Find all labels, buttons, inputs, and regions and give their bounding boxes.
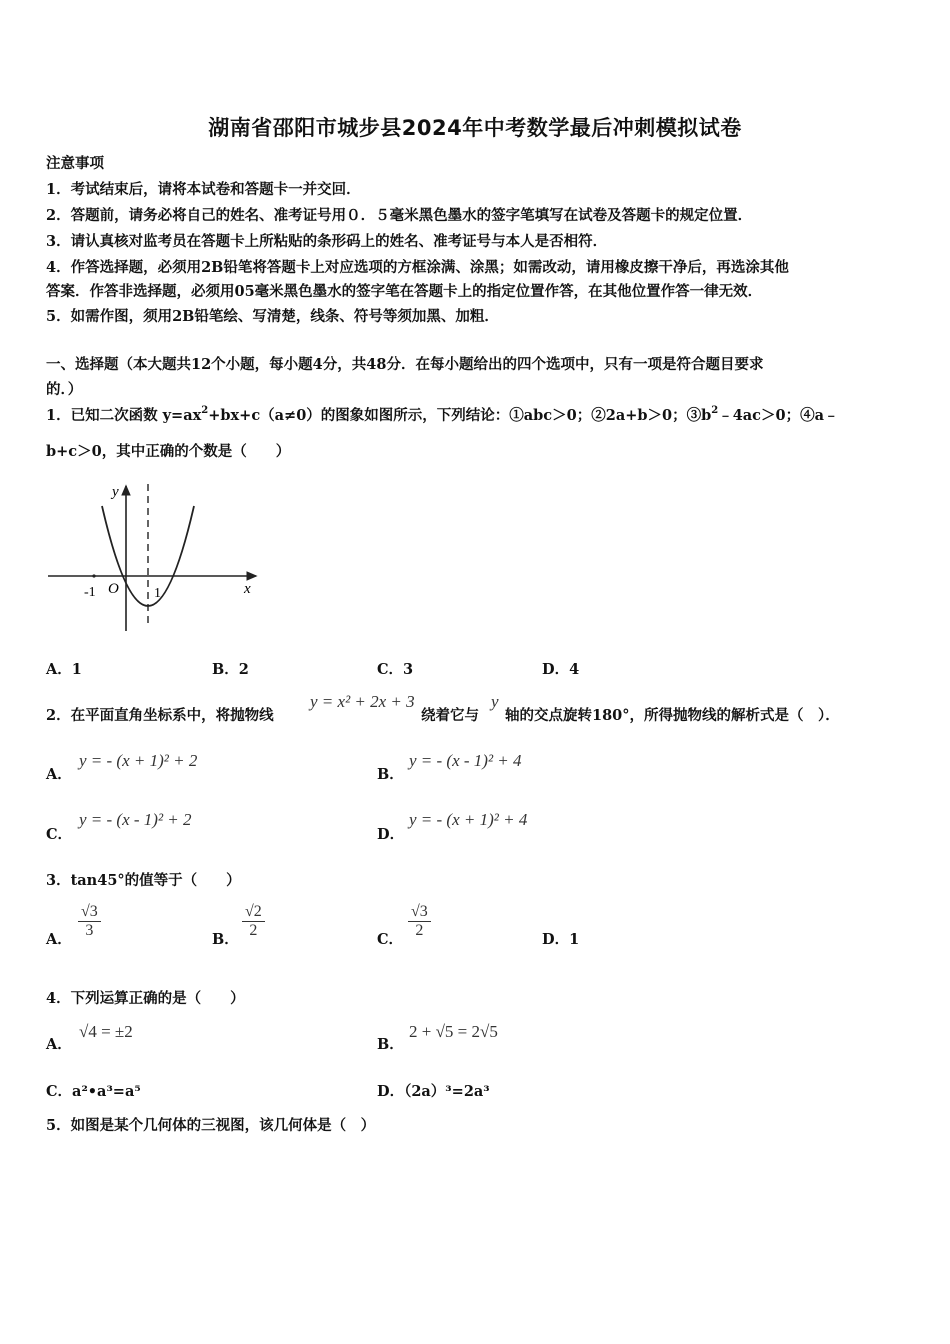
question-2-stem-prefix: 2．在平面直角坐标系中，将抛物线 (46, 707, 274, 724)
q2-option-b-expr: y = - (x - 1)² + 4 (409, 751, 522, 770)
parabola-graph (44, 476, 266, 636)
question-4-stem: 4．下列运算正确的是（ ） (46, 990, 245, 1007)
q2-option-c-label: C． (46, 826, 73, 843)
q1-option-d: D．4 (542, 661, 580, 678)
y-label: y (112, 484, 119, 500)
q4-option-a-expr: √4 = ±2 (79, 1022, 133, 1041)
q2-option-a-label: A． (46, 766, 72, 783)
origin-label: O (108, 581, 119, 597)
tick-neg-one: -1 (84, 585, 96, 600)
q2-parabola-expr: y = x² + 2x + 3 (310, 692, 415, 711)
q2-option-c-expr: y = - (x - 1)² + 2 (79, 810, 192, 829)
question-2-stem-suffix: 轴的交点旋转180°，所得抛物线的解析式是（ ）． (505, 707, 840, 724)
q3-option-c-label: C． (377, 931, 404, 948)
q3-option-a-label: A． (46, 931, 72, 948)
q4-option-b-expr: 2 + √5 = 2√5 (409, 1022, 498, 1041)
notice-item: 2．答题前，请务必将自己的姓名、准考证号用０．５毫米黑色墨水的签字笔填写在试卷及答题卡的规定位置． (46, 207, 753, 224)
q4-option-a-label: A． (46, 1036, 72, 1053)
q1-option-b: B．2 (212, 661, 249, 678)
q2-y-symbol: y (491, 692, 499, 711)
question-1-stem: 1．已知二次函数 $y=ax^2+bx+c(a\ne 0)$的图象如图所示，下列结论：①abc＞0；②2a+b＞0；$③b^2﹣4ac>0$；④a﹣ (46, 405, 839, 424)
notice-item: 1．考试结束后，请将本试卷和答题卡一并交回． (46, 181, 361, 198)
point-neg-one (92, 574, 95, 577)
q4-option-d: D．（2a）³=2a³ (377, 1083, 490, 1100)
q3-option-a-frac: $\frac{√3}{3}$ (78, 903, 101, 940)
question-2-stem-middle: 绕着它与 (421, 707, 479, 724)
question-1-stem-cont: b+c＞0，其中正确的个数是（ ） (46, 443, 291, 460)
q1-option-c: C．3 (377, 661, 414, 678)
q2-option-b-label: B． (377, 766, 404, 783)
question-5-stem: 5．如图是某个几何体的三视图，该几何体是（ ） (46, 1117, 376, 1134)
q3-option-b-label: B． (212, 931, 239, 948)
q3-option-d: D．1 (542, 931, 580, 948)
q2-option-a-expr: y = - (x + 1)² + 2 (79, 751, 198, 770)
notice-item: 答案．作答非选择题，必须用05毫米黑色墨水的签字笔在答题卡上的指定位置作答，在其他位置作答一律无效． (46, 283, 763, 300)
x-label: x (244, 581, 251, 597)
q3-option-c-frac: $\frac{√3}{2}$ (408, 903, 431, 940)
page-title: 湖南省邵阳市城步县2024年中考数学最后冲刺模拟试卷 (208, 116, 742, 140)
notice-item: 4．作答选择题，必须用2B铅笔将答题卡上对应选项的方框涂满、涂黑；如需改动，请用橡皮擦干净后，再选涂其他 (46, 259, 789, 276)
q4-option-c: C．a²•a³=a⁵ (46, 1083, 141, 1100)
tick-one: 1 (154, 586, 161, 601)
notice-item: 3．请认真核对监考员在答题卡上所粘贴的条形码上的姓名、准考证号与本人是否相符． (46, 233, 608, 250)
section-heading: 一、选择题（本大题共12个小题，每小题4分，共48分．在每小题给出的四个选项中，只有一项是符合题目要求 (46, 356, 764, 373)
notice-item: 5．如需作图，须用2B铅笔绘、写清楚，线条、符号等须加黑、加粗． (46, 308, 499, 325)
q4-option-b-label: B． (377, 1036, 404, 1053)
notice-heading: 注意事项 (46, 155, 104, 172)
q1-option-a: A．1 (46, 661, 82, 678)
q3-option-b-frac: $\frac{√2}{2}$ (242, 903, 265, 940)
q2-option-d-expr: y = - (x + 1)² + 4 (409, 810, 528, 829)
q2-option-d-label: D． (377, 826, 405, 843)
question-3-stem: 3．tan45°的值等于（ ） (46, 872, 241, 889)
section-heading-cont: 的．） (46, 381, 83, 398)
